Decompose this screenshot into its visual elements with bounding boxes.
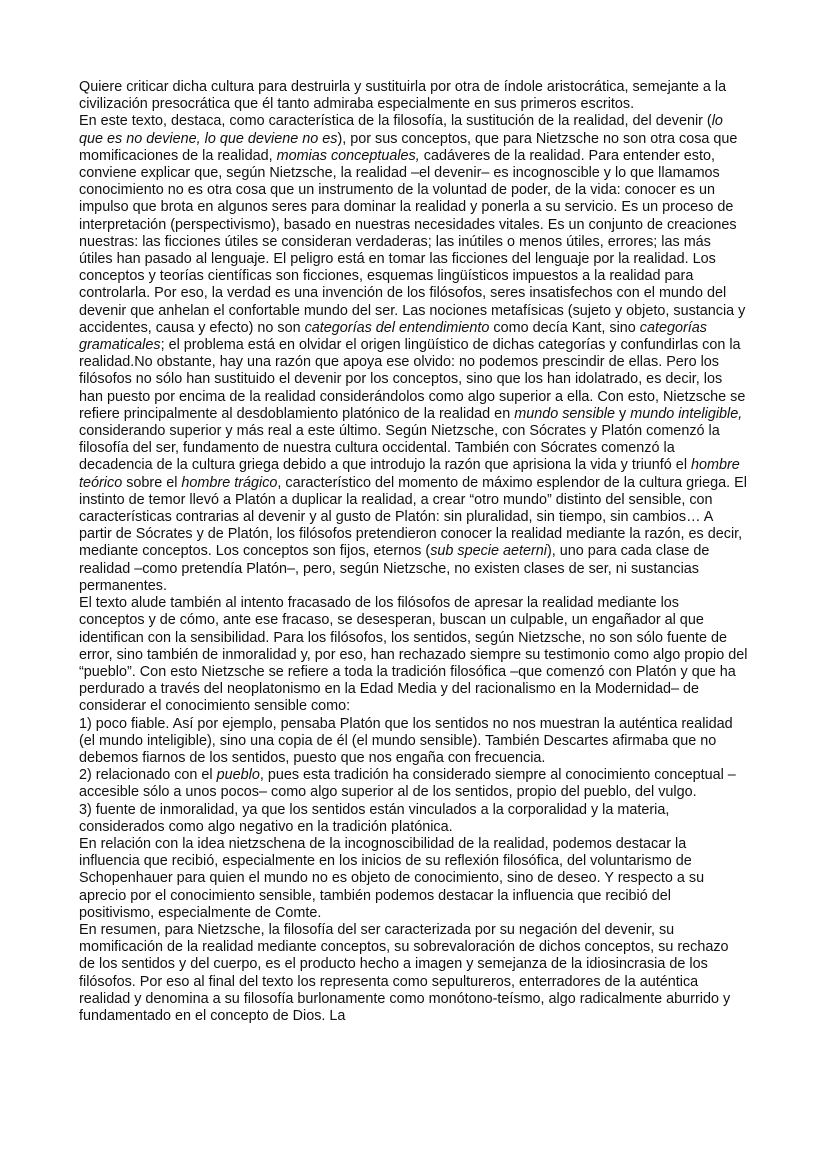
text-run: En resumen, para Nietzsche, la filosofía del ser caracterizada por su negación del devenir, su momificación de la realidad mediante conceptos, su sobrevaloración de dichos conceptos, su rechazo de los sentidos y del cuerpo, es el producto hecho a imagen y semejanza de la idiosincrasia de los filósofos. Por eso al final del texto los representa como sepultureros, enterradores de la auténtica realidad y denomina a su filosofía burlonamente como monótono-teísmo, algo radicalmente aburrido y fundamentado en el concepto de Dios. La [79, 921, 731, 1024]
text-run: sobre el [122, 474, 182, 491]
paragraph-summary [79, 922, 748, 1025]
document-page [79, 79, 748, 1025]
italic-term: pueblo [216, 767, 260, 784]
text-run: y [615, 405, 631, 422]
paragraph-senses [79, 595, 748, 715]
text-run: , pues esta tradición ha considerado siempre al conocimiento conceptual –accesible sólo a unos pocos– como algo superior al de los sentidos, propio del pueblo, del vulgo. [79, 767, 736, 801]
text-run: cadáveres de la realidad. Para entender esto, conviene explicar que, según Nietzsche, la realidad –el devenir– es incognoscible y lo que llamamos conocimiento no es otra cosa que un instrumento de la voluntad de poder, de la vida: conocer es un impulso que brota en algunos seres para dominar la realidad y ponerla a su servicio. Es un proceso de interpretación (perspectivismo), basado en nuestras necesidades vitales. Es un conjunto de creaciones nuestras: las ficciones útiles se consideran verdaderas; las inútiles o menos útiles, errores; las más útiles han pasado al lenguaje. El peligro está en tomar las ficciones del lenguaje por la realidad. Los conceptos y teorías científicas son ficciones, esquemas lingüísticos impuestos a la realidad para controlarla. Por eso, la verdad es una invención de los filósofos, seres insatisfechos con el mundo del devenir que anhelan el confortable mundo del ser. Las nociones metafísicas (sujeto y objeto, sustancia y accidentes, causa y efecto) no son [79, 147, 746, 336]
paragraph-influences [79, 836, 748, 922]
text-run: como decía Kant, sino [489, 319, 640, 336]
text-run: En este texto, destaca, como característica de la filosofía, la sustitución de la realidad, del devenir ( [79, 113, 712, 130]
text-run: El texto alude también al intento fracasado de los filósofos de apresar la realidad mediante los conceptos y de cómo, ante ese fracaso, se desesperan, buscan un culpable, un engañador al que identifican con la sensibilidad. Para los filósofos, los sentidos, según Nietzsche, no son sólo fuente de error, sino también de inmoralidad y, por eso, han rechazado siempre su testimonio como algo propio del “pueblo”. Con esto Nietzsche se refiere a toda la tradición filosófica –que comenzó con Platón y que ha perdurado a través del neoplatonismo en la Edad Media y del racionalismo en la Modernidad– de considerar el conocimiento sensible como: [79, 595, 748, 715]
text-run: Quiere criticar dicha cultura para destruirla y sustituirla por otra de índole aristocrática, semejante a la civilización presocrática que él tanto admiraba especialmente en sus primeros escritos. [79, 79, 727, 113]
paragraph-main-argument [79, 113, 748, 595]
paragraph-intro [79, 79, 748, 113]
italic-term: hombre trágico [181, 474, 278, 491]
italic-term: sub specie aeterni [430, 543, 547, 560]
italic-term: categorías gramaticales [79, 319, 707, 354]
italic-term: lo que es no deviene, lo que deviene no es [79, 113, 723, 147]
italic-term: mundo sensible [514, 405, 616, 422]
italic-term: momias conceptuales, [276, 147, 420, 164]
list-item-3 [79, 802, 748, 836]
text-run: En relación con la idea nietzschena de la incognoscibilidad de la realidad, podemos destacar la influencia que recibió, especialmente en los inicios de su reflexión filosófica, del voluntarismo de Schopenhauer para quien el mundo no es objeto de conocimiento, sino de deseo. Y respecto a su aprecio por el conocimiento sensible, también podemos destacar la influencia que recibió del positivismo, especialmente de Comte. [79, 835, 705, 921]
text-run: considerando superior y más real a este último. Según Nietzsche, con Sócrates y Platón comenzó la filosofía del ser, fundamento de nuestra cultura occidental. También con Sócrates comenzó la decadencia de la cultura griega debido a que introdujo la razón que aprisiona la vida y triunfó el [79, 423, 720, 474]
text-run: 2) relacionado con el [79, 767, 217, 784]
text-run: 3) fuente de inmoralidad, ya que los sentidos están vinculados a la corporalidad y la materia, considerados como algo negativo en la tradición platónica. [79, 801, 670, 835]
text-run: 1) poco fiable. Así por ejemplo, pensaba Platón que los sentidos no nos muestran la auténtica realidad (el mundo inteligible), sino una copia de él (el mundo sensible). También Descartes afirmaba que no debemos fiarnos de los sentidos, puesto que nos engaña con frecuencia. [79, 715, 733, 766]
text-run: , característico del momento de máximo esplendor de la cultura griega. El instinto de temor llevó a Platón a duplicar la realidad, a crear “otro mundo” distinto del sensible, con características contrarias al devenir y al gusto de Platón: sin pluralidad, sin tiempo, sin cambios… A partir de Sócrates y de Platón, los filósofos pretendieron conocer la realidad mediante la razón, es decir, mediante conceptos. Los conceptos son fijos, eternos ( [79, 474, 747, 560]
italic-term: mundo inteligible, [630, 405, 743, 422]
list-item-1 [79, 716, 748, 768]
italic-term: categorías del entendimiento [304, 319, 490, 336]
text-run: ), uno para cada clase de realidad –como pretendía Platón–, pero, según Nietzsche, no existen clases de ser, ni sustancias permanentes. [79, 543, 710, 594]
italic-term: hombre teórico [79, 457, 740, 491]
list-item-2 [79, 767, 748, 801]
text-run: ), por sus conceptos, que para Nietzsche no son otra cosa que momificaciones de la realidad, [79, 130, 738, 164]
text-run: ; el problema está en olvidar el origen lingüístico de dichas categorías y confundirlas con la realidad.No obstante, hay una razón que apoya ese olvido: no podemos prescindir de ellas. Pero los filósofos no sólo han sustituido el devenir por los conceptos, sino que los han idolatrado, es decir, los han puesto por encima de la realidad considerándolos como algo superior a ella. Con esto, Nietzsche se refiere principalmente al desdoblamiento platónico de la realidad en [79, 337, 746, 422]
